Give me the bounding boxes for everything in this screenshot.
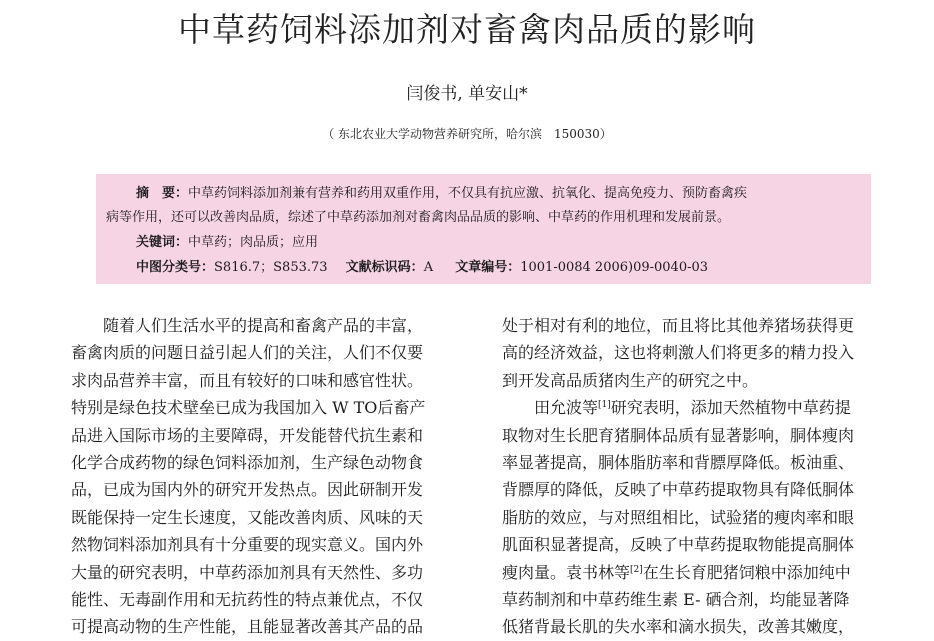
classification-line [136, 256, 708, 275]
abstract-box [96, 174, 871, 284]
body-text: 研究表明，添加天然植物中草药提 [610, 398, 851, 418]
body-line: 品，已成为国内外的研究开发热点。因此研制开发 [71, 480, 424, 500]
body-line: 草药制剂和中草药维生素 E- 硒合剂，均能显著降 [502, 589, 850, 609]
doc-code-value: A [423, 260, 434, 275]
body-line: 高的经济效益，这也将刺激人们将更多的精力投入 [502, 343, 855, 363]
citation-ref[interactable]: [2] [630, 564, 643, 575]
body-line: 随着人们生活水平的提高和畜禽产品的丰富， [71, 316, 424, 335]
body-line: 率显著提高，胴体脂肪率和背膘厚降低。板油重、 [502, 452, 855, 472]
body-line: 品进入国际市场的主要障碍，开发能替代抗生素和 [71, 425, 424, 445]
article-no-label: 文章编号： [455, 260, 521, 275]
clc-label: 中图分类号： [136, 260, 215, 275]
body-right-column [502, 312, 898, 641]
body-line: 特别是绿色技术壁垒已成为我国加入 W TO后畜产 [71, 398, 426, 418]
body-text: 瘦肉量。 [502, 562, 567, 582]
clc-value: S816.7；S853.73 [214, 260, 328, 275]
body-line: 肌面积显著提高，反映了中草药提取物能提高胴体 [502, 535, 855, 555]
keywords-line [136, 231, 318, 250]
body-line: 可提高动物的生产性能，且能显著改善其产品的品 [71, 617, 424, 637]
paper-authors: 闫俊书, 单安山* [406, 84, 528, 104]
body-line: 取物对生长肥育猪胴体品质有显著影响，胴体瘦肉 [502, 425, 855, 445]
body-line: 化学合成药物的绿色饲料添加剂，生产绿色动物食 [71, 452, 424, 472]
body-line [502, 394, 898, 421]
keywords-label: 关键词： [136, 235, 189, 250]
body-line: 畜禽肉质的问题日益引起人们的关注，人们不仅要 [71, 343, 424, 363]
paper-affiliation: （ 东北农业大学动物营养研究所，哈尔滨 150030） [322, 127, 612, 141]
body-line: 到开发高品质猪肉生产的研究之中。 [502, 370, 759, 390]
body-text: 在生长育肥猪饲粮中添加纯中 [642, 562, 851, 582]
body-line: 脂肪的效应，与对照组相比，试验猪的瘦肉率和眼 [502, 507, 855, 527]
body-line: 求肉品营养丰富，而且有较好的口味和感官性状。 [71, 370, 424, 390]
article-no-value: 1001-0084 2006)09-0040-03 [520, 260, 709, 275]
keywords-text: 中草药；肉品质；应用 [188, 235, 319, 250]
abstract-label: 摘 要： [136, 186, 189, 201]
body-line: 能性、无毒副作用和无抗药性的特点兼优点，不仅 [71, 589, 424, 609]
paper-title: 中草药饲料添加剂对畜禽肉品质的影响 [178, 10, 756, 49]
abstract-line-1 [136, 182, 747, 201]
body-line: 处于相对有利的地位，而且将比其他养猪场获得更 [502, 316, 855, 335]
body-text: 袁书林等 [566, 562, 631, 582]
body-line: 大量的研究表明，中草药添加剂具有天然性、多功 [71, 562, 424, 582]
body-line: 然物饲料添加剂具有十分重要的现实意义。国内外 [71, 535, 424, 555]
abstract-line-2: 病等作用，还可以改善肉品质，综述了中草药添加剂对畜禽肉品品质的影响、中草药的作用机理和发展前景。 [106, 210, 731, 225]
body-text: 田允波等 [502, 398, 599, 418]
abstract-text-1: 中草药饲料添加剂兼有营养和药用双重作用，不仅具有抗应激、抗氧化、提高免疫力、预防畜禽疾 [188, 186, 748, 201]
body-line: 低猪背最长肌的失水率和滴水损失，改善其嫩度， [502, 617, 855, 637]
body-line [502, 559, 898, 586]
citation-ref[interactable]: [1] [598, 400, 611, 411]
body-left-column [71, 312, 467, 641]
doc-code-label: 文献标识码： [345, 260, 424, 275]
body-line: 背膘厚的降低，反映了中草药提取物具有降低胴体 [502, 480, 855, 500]
body-line: 既能保持一定生长速度，又能改善肉质、风味的天 [71, 507, 424, 527]
